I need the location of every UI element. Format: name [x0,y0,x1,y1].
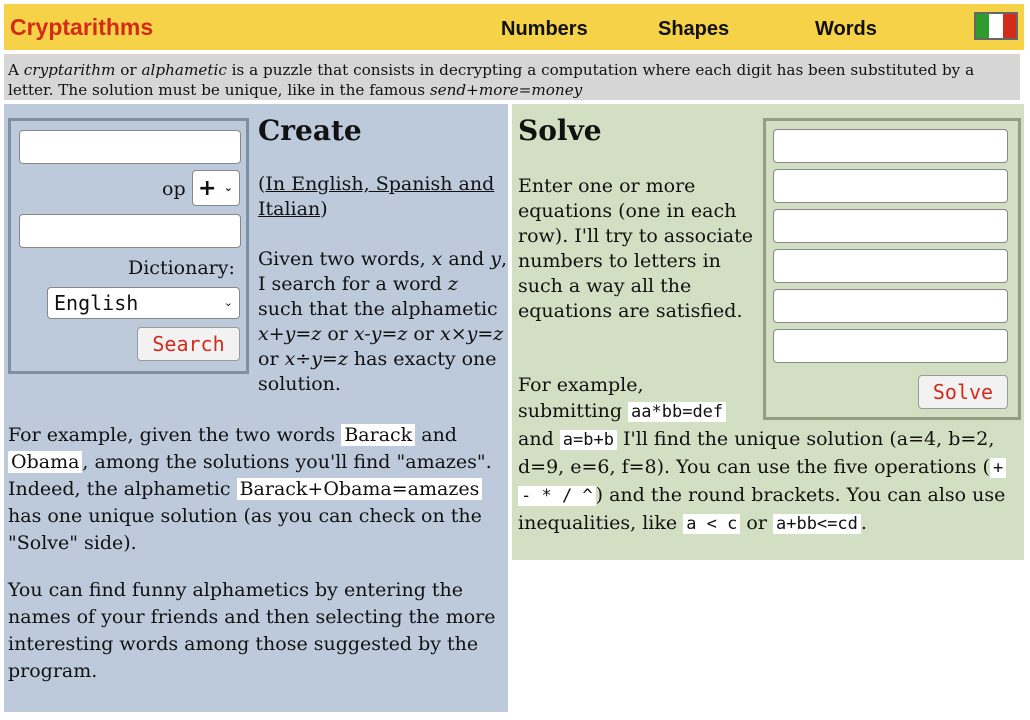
dictionary-label: Dictionary: [128,257,235,279]
solve-button[interactable]: Solve [918,375,1008,409]
italian-flag-icon[interactable] [974,12,1018,40]
word2-input[interactable] [19,214,241,248]
equation-input-2[interactable] [773,169,1008,203]
equation-input-3[interactable] [773,209,1008,243]
solve-heading: Solve [518,114,602,147]
solve-example-prefix: For example, [518,374,644,396]
word1-input[interactable] [19,130,241,164]
create-description: Given two words, x and y, I search for a word z such that the alphametic x+y=z or x-y=z or x×y=z or x÷y=z has exacty one solution. [258,248,507,395]
equation-input-4[interactable] [773,249,1008,283]
create-panel [4,104,508,712]
equation-input-1[interactable] [773,129,1008,163]
funny-note: You can find funny alphametics by entering the names of your friends and then selecting the more interesting words among those suggested by the program. [8,579,496,682]
create-example: For example, given the two words Barack and Obama , among the solutions you'll find "amazes". Indeed, the alphametic Barack+Obama=amazes has one unique solution (as you can check on the "Solve" side). [8,424,492,554]
chevron-down-icon: ⌄ [223,295,233,309]
solve-description: Enter one or more equations (one in each row). I'll try to associate numbers to letters in such a way all the equations are satisfied. [518,175,753,322]
op-label: op [162,178,186,200]
create-form [8,118,249,374]
inequality-1: a < c [683,514,740,534]
nav-numbers[interactable]: Numbers [501,18,588,40]
equation-input-5[interactable] [773,289,1008,323]
site-title[interactable]: Cryptarithms [10,14,154,40]
solve-form [763,118,1021,420]
solve-example: and a=b+b I'll find the unique solution (a=4, b=2, d=9, e=6, f=8). You can use the five operations ( + - * / ^ ) and the round brackets. You can also use inequalities, like a < c or a+bb<=cd . [518,428,1006,534]
language-note: (In English, Spanish and Italian) [258,173,495,220]
language-link[interactable]: In English, Spanish and Italian [258,173,495,220]
dictionary-select[interactable]: English ⌄ [47,287,240,319]
flag-stripe-green [976,14,989,38]
nav-shapes[interactable]: Shapes [658,18,730,40]
operators-list: - * / ^ [518,486,596,506]
solve-example-submit: submitting aa*bb=def [518,399,762,425]
example-word-barack: Barack [341,424,415,446]
operators-plus: + [990,458,1006,478]
intro-text: A cryptarithm or alphametic is a puzzle that consists in decrypting a computation where each digit has been substituted by a letter. The solution must be unique, like in the famous send+more=money [4,54,1020,100]
example-word-obama: Obama [8,451,82,473]
op-select[interactable]: + ⌄ [192,170,240,206]
equation-input-6[interactable] [773,329,1008,363]
flag-stripe-white [989,14,1002,38]
example-eq2: a=b+b [560,430,617,450]
top-bar [4,4,1024,50]
create-heading: Create [258,114,362,147]
flag-stripe-red [1003,14,1016,38]
inequality-2: a+bb<=cd [773,514,861,534]
nav-words[interactable]: Words [815,18,877,40]
example-equation: Barack+Obama=amazes [237,478,483,500]
solve-panel [512,104,1024,560]
search-button[interactable]: Search [137,327,240,361]
chevron-down-icon: ⌄ [223,180,233,194]
example-eq1: aa*bb=def [628,402,726,422]
